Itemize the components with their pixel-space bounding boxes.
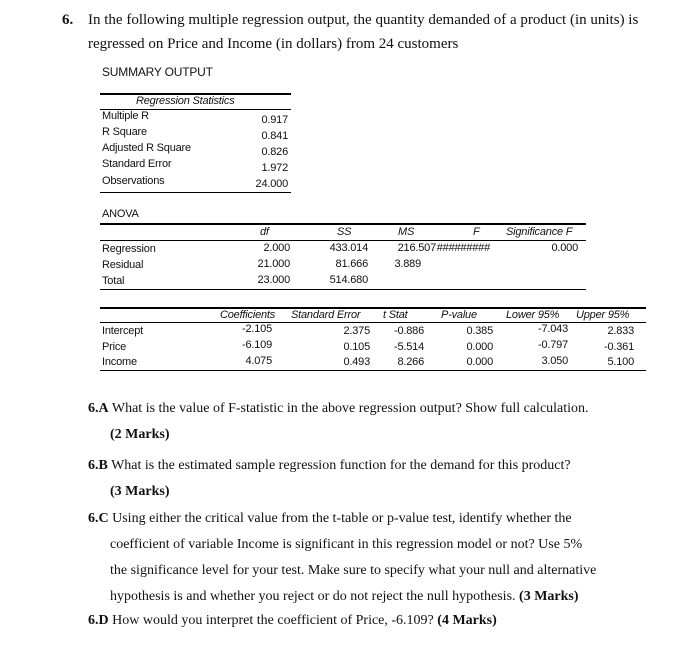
coef-row-label: Intercept <box>102 325 144 337</box>
coef-header-p-value: P-value <box>441 309 477 321</box>
regstats-value: 0.826 <box>261 146 288 158</box>
coef-row-label: Price <box>102 341 127 353</box>
question-6b-text: What is the estimated sample regression function for the demand for this product? <box>107 458 571 473</box>
coef-row-label: Income <box>102 356 137 368</box>
coef-header-standard-error: Standard Error <box>291 309 361 321</box>
anova-cell-df: 2.000 <box>263 242 290 254</box>
coef-top-rule <box>100 307 646 309</box>
coef-header-lower-95: Lower 95% <box>506 309 560 321</box>
regstats-value: 1.972 <box>261 162 288 174</box>
anova-title: ANOVA <box>102 208 139 220</box>
question-6a-id: 6.A <box>88 401 109 416</box>
anova-cell-ss: 514.680 <box>329 274 368 286</box>
coef-cell-upper-95: 2.833 <box>607 325 634 337</box>
anova-header-ss: SS <box>337 226 352 238</box>
coef-cell-t-stat: 8.266 <box>397 356 424 368</box>
coef-header-t-stat: t Stat <box>383 309 408 321</box>
question-6d-text: How would you interpret the coefficient of Price, -6.109? <box>108 613 434 628</box>
coef-header-coefficients: Coefficients <box>220 309 276 321</box>
anova-header-ms: MS <box>398 226 415 238</box>
regstats-label: Adjusted R Square <box>102 142 191 154</box>
anova-cell-df: 23.000 <box>257 274 290 286</box>
summary-output-title: SUMMARY OUTPUT <box>102 65 213 79</box>
question-6d <box>88 608 668 634</box>
question-6c <box>88 506 668 610</box>
question-6c-line1: Using either the critical value from the t-table or p-value test, identify whether the <box>108 511 572 526</box>
coef-cell-lower-95: -7.043 <box>538 323 568 335</box>
question-6b <box>88 453 668 505</box>
coef-cell-upper-95: 5.100 <box>607 356 634 368</box>
question-6b-marks: (3 Marks) <box>110 484 170 499</box>
coef-cell-lower-95: 3.050 <box>541 355 568 367</box>
anova-header-df: df <box>260 226 269 238</box>
anova-row-label: Regression <box>102 243 156 255</box>
question-6a-text: What is the value of F-statistic in the above regression output? Show full calculation. <box>108 401 589 416</box>
regstats-header: Regression Statistics <box>136 95 235 107</box>
coef-cell-coefficient: -2.105 <box>242 323 272 335</box>
regstats-label: R Square <box>102 126 147 138</box>
coef-cell-p-value: 0.385 <box>466 325 493 337</box>
coef-cell-lower-95: -0.797 <box>538 339 568 351</box>
coef-cell-coefficient: -6.109 <box>242 339 272 351</box>
regstats-value: 0.841 <box>261 130 288 142</box>
anova-cell-ss: 81.666 <box>335 258 368 270</box>
coef-header-upper-95: Upper 95% <box>576 309 630 321</box>
coef-bottom-rule <box>100 370 646 371</box>
question-text: In the following multiple regression output, the quantity demanded of a product (in units) is regressed on Price and Income (in dollars) from 24 customers <box>88 12 639 52</box>
anova-cell-ms: 3.889 <box>394 258 421 270</box>
question-6c-line4: hypothesis is and whether you reject or do not reject the null hypothesis. <box>110 589 516 604</box>
anova-header-significance-f: Significance F <box>506 226 573 238</box>
question-6c-marks: (3 Marks) <box>515 589 579 604</box>
question-6a <box>88 396 668 448</box>
question-6c-line3: the significance level for your test. Make sure to specify what your null and alternative <box>110 563 597 578</box>
anova-cell-ms: 216.507 <box>397 242 436 254</box>
question-6d-marks: (4 Marks) <box>433 613 497 628</box>
regstats-bottom-rule <box>100 192 291 193</box>
question-6a-marks: (2 Marks) <box>110 427 170 442</box>
anova-bottom-rule <box>100 289 586 290</box>
anova-header-f: F <box>473 226 480 238</box>
coef-cell-standard-error: 2.375 <box>343 325 370 337</box>
regstats-value: 24.000 <box>255 178 288 190</box>
regstats-value: 0.917 <box>261 114 288 126</box>
anova-row-label: Total <box>102 275 125 287</box>
coef-cell-standard-error: 0.493 <box>343 356 370 368</box>
coef-cell-t-stat: -0.886 <box>394 325 424 337</box>
regstats-label: Standard Error <box>102 158 172 170</box>
regstats-label: Multiple R <box>102 110 149 122</box>
coef-cell-p-value: 0.000 <box>466 356 493 368</box>
question-6c-line2: coefficient of variable Income is significant in this regression model or not? Use 5% <box>110 537 583 552</box>
regstats-label: Observations <box>102 175 165 187</box>
anova-row-label: Residual <box>102 259 144 271</box>
anova-cell-df: 21.000 <box>257 258 290 270</box>
question-6b-id: 6.B <box>88 458 108 473</box>
anova-cell-f: ######### <box>436 242 490 254</box>
coef-cell-coefficient: 4.075 <box>245 355 272 367</box>
question-6c-id: 6.C <box>88 511 109 526</box>
anova-cell-sig: 0.000 <box>551 242 578 254</box>
coef-cell-upper-95: -0.361 <box>604 341 634 353</box>
coef-cell-t-stat: -5.514 <box>394 341 424 353</box>
coef-cell-p-value: 0.000 <box>466 341 493 353</box>
coef-cell-standard-error: 0.105 <box>343 341 370 353</box>
question-number: 6. <box>62 12 74 28</box>
question-6d-id: 6.D <box>88 613 109 628</box>
anova-cell-ss: 433.014 <box>329 242 368 254</box>
anova-top-rule <box>100 223 586 225</box>
anova-header-rule <box>100 240 586 241</box>
